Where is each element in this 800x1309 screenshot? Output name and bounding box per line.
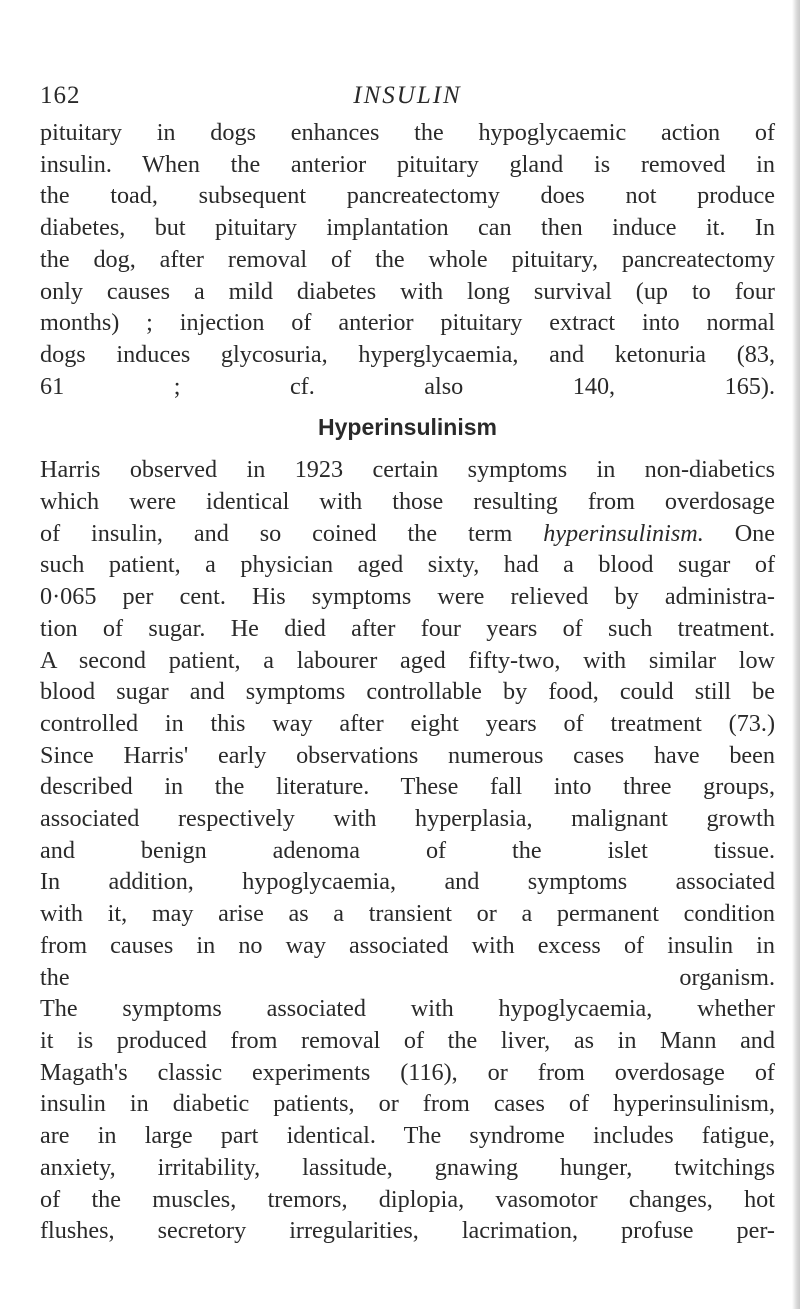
section-heading: Hyperinsulinism xyxy=(318,414,497,441)
paragraph-2 xyxy=(40,454,775,739)
text-line: diabetes, but pituitary implantation can then induce it. In xyxy=(40,214,775,242)
paragraph-5 xyxy=(40,993,775,1247)
paragraph-4 xyxy=(40,866,775,993)
paragraph-3 xyxy=(40,740,775,867)
text-line: described in the literature. These fall into three groups, xyxy=(40,773,775,801)
italic-term: hyperinsulinism. xyxy=(543,519,704,547)
text-line: Magath's classic experiments (116), or from overdosage of xyxy=(40,1058,775,1086)
text-line: flushes, secretory irregularities, lacrimation, profuse per- xyxy=(40,1217,775,1245)
text-line: months) ; injection of anterior pituitary extract into normal xyxy=(40,309,775,337)
text-line: In addition, hypoglycaemia, and symptoms associated xyxy=(40,868,775,896)
text-line: the toad, subsequent pancreatectomy does not produce xyxy=(40,182,775,210)
text-line: 0·065 per cent. His symptoms were relieved by administra- xyxy=(40,583,775,611)
text-line: anxiety, irritability, lassitude, gnawing hunger, twitchings xyxy=(40,1153,775,1181)
text-line: blood sugar and symptoms controllable by food, could still be xyxy=(40,678,775,706)
text-line: Since Harris' early observations numerous cases have been xyxy=(40,741,775,769)
running-title: INSULIN xyxy=(353,82,462,109)
text-line: A second patient, a labourer aged fifty-two, with similar low xyxy=(40,646,775,674)
text-line: tion of sugar. He died after four years of such treatment. xyxy=(40,614,775,642)
text-line: only causes a mild diabetes with long survival (up to four xyxy=(40,277,775,305)
text-line: Harris observed in 1923 certain symptoms in non-diabetics xyxy=(40,456,775,484)
text-line: it is produced from removal of the liver, as in Mann and xyxy=(40,1026,775,1054)
text-line: which were identical with those resulting from overdosage xyxy=(40,488,775,516)
text-line: are in large part identical. The syndrome includes fatigue, xyxy=(40,1122,775,1150)
text-line: pituitary in dogs enhances the hypoglycaemic action of xyxy=(40,119,775,146)
page-number: 162 xyxy=(40,82,81,109)
text-line: with it, may arise as a transient or a permanent condition xyxy=(40,900,775,928)
text-line: associated respectively with hyperplasia, malignant growth xyxy=(40,805,775,833)
text-line: controlled in this way after eight years of treatment (73.) xyxy=(40,709,775,737)
text-line: dogs induces glycosuria, hyperglycaemia, and ketonuria (83, xyxy=(40,340,775,368)
paragraph-1 xyxy=(40,117,775,402)
text-line: insulin in diabetic patients, or from cases of hyperinsulinism, xyxy=(40,1090,775,1118)
text-line: of the muscles, tremors, diplopia, vasomotor changes, hot xyxy=(40,1185,775,1213)
text-line: 61 ; cf. also 140, 165). xyxy=(40,372,775,400)
text-line: the dog, after removal of the whole pituitary, pancreatectomy xyxy=(40,245,775,273)
text-line: insulin. When the anterior pituitary gland is removed in xyxy=(40,150,775,178)
text-line: such patient, a physician aged sixty, had a blood sugar of xyxy=(40,551,775,579)
text-fragment: of insulin, and so coined the term xyxy=(40,519,544,547)
text-fragment: One xyxy=(703,519,776,547)
text-line: and benign adenoma of the islet tissue. xyxy=(40,836,775,864)
body-text xyxy=(40,117,775,1247)
text-line: the organism. xyxy=(40,963,775,991)
page-edge-shadow xyxy=(792,0,800,1309)
text-line xyxy=(40,518,775,550)
text-line: from causes in no way associated with excess of insulin in xyxy=(40,931,775,959)
running-head xyxy=(40,82,775,116)
text-line: The symptoms associated with hypoglycaemia, whether xyxy=(40,995,775,1023)
